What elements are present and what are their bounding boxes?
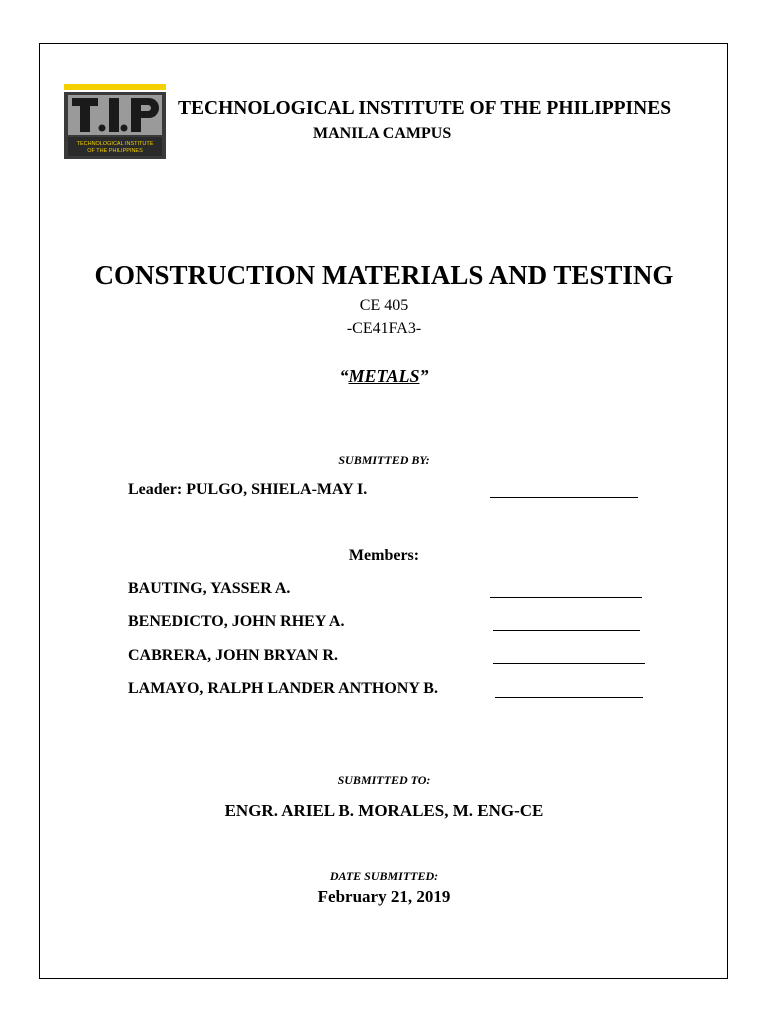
course-section: -CE41FA3- (346, 320, 422, 337)
tip-logo (64, 84, 166, 159)
leader-signature-line (490, 497, 638, 498)
topic-open-quote: “ (339, 366, 349, 386)
member-signature-line (490, 597, 642, 598)
logo-subtitle-line2: OF THE PHILIPPINES (87, 148, 143, 154)
topic-text: METALS (348, 366, 420, 386)
topic-close-quote: ” (419, 366, 429, 386)
member-name: BENEDICTO, JOHN RHEY A. (128, 613, 345, 630)
member-name: CABRERA, JOHN BRYAN R. (128, 647, 338, 664)
date-submitted-label: DATE SUBMITTED: (329, 869, 439, 883)
institution-name: TECHNOLOGICAL INSTITUTE OF THE PHILIPPINES (178, 98, 672, 119)
campus-name: MANILA CAMPUS (313, 125, 452, 142)
adviser-name: ENGR. ARIEL B. MORALES, M. ENG-CE (224, 801, 544, 820)
member-signature-line (495, 697, 643, 698)
logo-subtitle-line1: TECHNOLOGICAL INSTITUTE (76, 141, 154, 147)
member-name: LAMAYO, RALPH LANDER ANTHONY B. (128, 680, 438, 697)
submitted-to-label: SUBMITTED TO: (337, 773, 431, 787)
date-submitted-value: February 21, 2019 (317, 887, 451, 906)
course-code: CE 405 (359, 297, 409, 314)
members-heading: Members: (348, 547, 420, 564)
course-title: CONSTRUCTION MATERIALS AND TESTING (94, 260, 674, 290)
report-topic (0, 366, 768, 387)
member-signature-line (493, 663, 645, 664)
page-border (39, 43, 728, 979)
leader-name: Leader: PULGO, SHIELA-MAY I. (128, 481, 368, 498)
submitted-by-label: SUBMITTED BY: (338, 453, 430, 467)
logo-accent-bar (64, 84, 166, 90)
member-name: BAUTING, YASSER A. (128, 580, 291, 597)
member-signature-line (493, 630, 640, 631)
